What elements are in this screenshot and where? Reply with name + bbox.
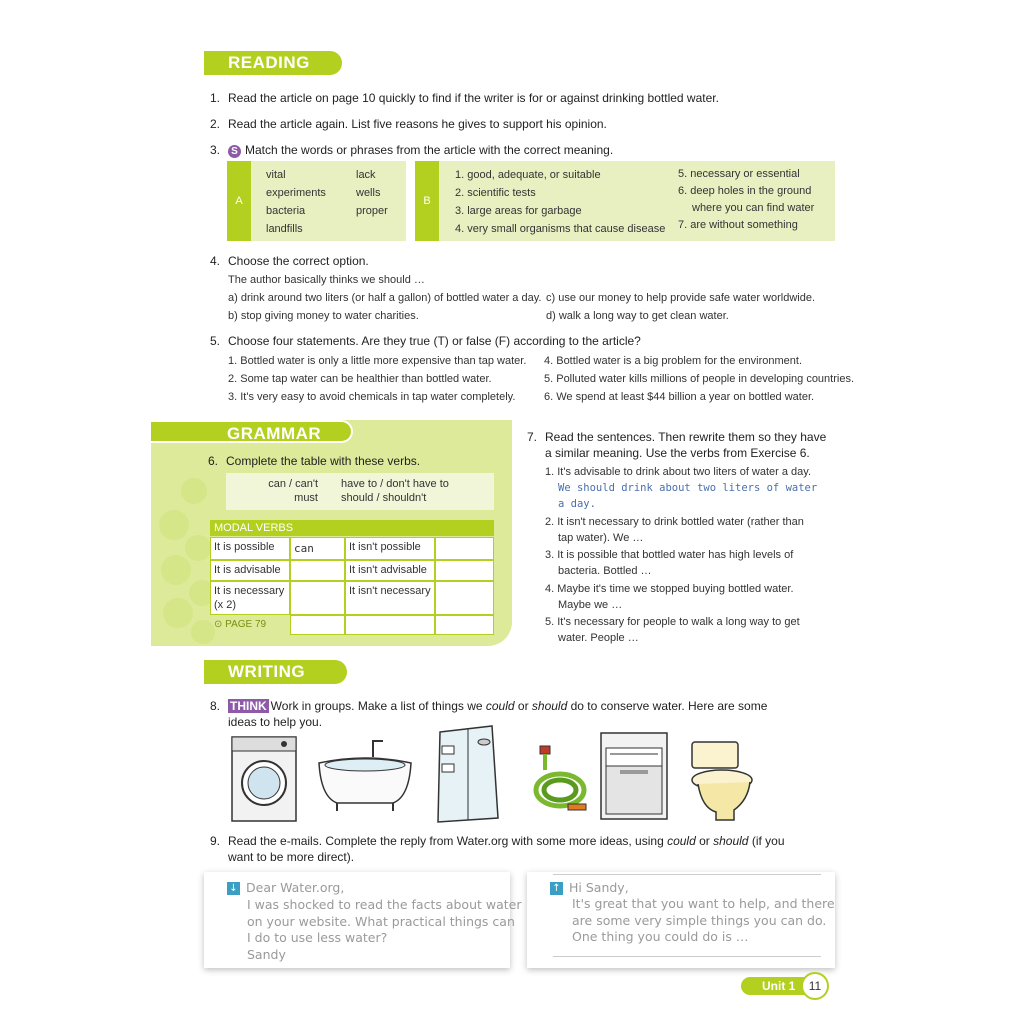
q7-sentence-1: 1. It's advisable to drink about two liters of water a day. [545, 466, 812, 478]
cell-not-necessary-answer [435, 581, 494, 615]
cell-necessary-answer [290, 581, 345, 615]
q5-right: 4. Bottled water is a big problem for the environment. 5. Polluted water kills millions of people in developing countries. 6. We spend at least $44 billion a year on bottled water. [544, 355, 855, 403]
question-8: 8. THINK Work in groups. Make a list of things we could or should do to conserve water. Here are some [210, 699, 768, 713]
upload-arrow-icon: ↑ [550, 882, 563, 895]
email-incoming-body: I was shocked to read the facts about water on your website. What practical things can I do to use less water? Sandy [247, 897, 522, 962]
download-arrow-icon: ↓ [227, 882, 240, 895]
q4-option-c: c) use our money to help provide safe water worldwide. [546, 292, 816, 304]
email-reply-body: It's great that you want to help, and there are some very simple things you can do. One thing you could do is … [572, 896, 835, 944]
washing-machine-icon [230, 735, 300, 823]
page-number: 11 [801, 972, 829, 1000]
page-ref[interactable]: ⊙ PAGE 79 [214, 619, 267, 630]
toilet-icon [686, 738, 758, 822]
q7-sentence-2: 2. It isn't necessary to drink bottled water (rather than tap water). We … [545, 516, 804, 544]
modal-verbs-header: MODAL VERBS [210, 520, 494, 536]
cell-not-advisable-answer [435, 560, 494, 581]
question-9-line2: want to be more direct). [228, 850, 355, 864]
question-1: 1. Read the article on page 10 quickly to find if the writer is for or against drinking bottled water. [210, 91, 719, 105]
question-3: 3. S Match the words or phrases from the article with the correct meaning. [210, 143, 614, 157]
q7-answer-1b: a day. [558, 498, 596, 510]
cell-extra-3 [435, 615, 494, 635]
q4-intro: The author basically thinks we should … [228, 274, 425, 286]
cell-extra-2 [345, 615, 435, 635]
q4-option-b: b) stop giving money to water charities. [228, 310, 419, 322]
cell-not-advisable: It isn't advisable [345, 560, 435, 581]
reply-answer-line[interactable] [553, 956, 821, 957]
question-6: 6. Complete the table with these verbs. [208, 454, 421, 468]
question-5: 5. Choose four statements. Are they true (T) or false (F) according to the article? [210, 334, 641, 348]
unit-label: Unit 1 [741, 977, 817, 995]
question-8-line2: ideas to help you. [228, 715, 323, 729]
bathtub-icon [315, 735, 415, 815]
question-4: 4. Choose the correct option. [210, 254, 369, 268]
email-incoming-line1: ↓ Dear Water.org, [227, 880, 344, 897]
verbs-col2: have to / don't have to should / shouldn't [341, 478, 449, 504]
cell-not-possible-answer [435, 537, 494, 560]
box-a-col1: vital experiments bacteria landfills [266, 169, 326, 235]
q4-option-a: a) drink around two liters (or half a gallon) of bottled water a day. [228, 292, 542, 304]
q5-left: 1. Bottled water is only a little more expensive than tap water. 2. Some tap water can be healthier than bottled water. 3. It's very easy to avoid chemicals in tap water completely. [228, 355, 527, 403]
think-badge: THINK [230, 699, 267, 713]
cell-necessary: It is necessary (x 2) [210, 581, 290, 615]
speaking-icon: S [228, 145, 241, 158]
box-b-label: B [415, 161, 439, 241]
q7-answer-1: We should drink about two liters of water [558, 482, 818, 494]
section-tab-grammar: GRAMMAR [151, 420, 353, 443]
q7-sentence-4: 4. Maybe it's time we stopped buying bottled water. Maybe we … [545, 583, 794, 611]
cell-advisable-answer [290, 560, 345, 581]
box-b-col2: 5. necessary or essential 6. deep holes in the ground where you can find water 7. are without something [678, 168, 815, 231]
q4-option-d: d) walk a long way to get clean water. [546, 310, 729, 322]
section-tab-writing: WRITING [204, 660, 347, 684]
question-7-line2: a similar meaning. Use the verbs from Exercise 6. [545, 446, 810, 460]
question-2: 2. Read the article again. List five reasons he gives to support his opinion. [210, 117, 607, 131]
question-7: 7. Read the sentences. Then rewrite them so they have [527, 430, 827, 444]
box-b-col1: 1. good, adequate, or suitable 2. scientific tests 3. large areas for garbage 4. very small organisms that cause disease [455, 169, 666, 235]
verbs-col1: can / can't must [268, 478, 318, 504]
cell-extra-1 [290, 615, 345, 635]
cell-advisable: It is advisable [210, 560, 290, 581]
section-tab-reading: READING [204, 51, 342, 75]
email-reply-line1: ↑ Hi Sandy, [550, 880, 629, 897]
box-a-col2: lack wells proper [356, 169, 388, 217]
shower-cabin-icon [432, 722, 502, 826]
arrow-circle-icon: ⊙ [214, 619, 226, 630]
dishwasher-icon [598, 730, 672, 822]
question-9: 9. Read the e-mails. Complete the reply from Water.org with some more ideas, using could or should (if you [210, 834, 785, 848]
email-incoming [204, 872, 522, 968]
box-a-label: A [227, 161, 251, 241]
q7-sentence-3: 3. It is possible that bottled water has high levels of bacteria. Bottled … [545, 549, 794, 577]
garden-hose-icon [528, 740, 590, 820]
q7-sentence-5: 5. It's necessary for people to walk a long way to get water. People … [545, 616, 800, 644]
cell-possible-answer: can [290, 537, 345, 560]
cell-possible: It is possible [210, 537, 290, 560]
cell-not-possible: It isn't possible [345, 537, 435, 560]
cell-not-necessary: It isn't necessary [345, 581, 435, 615]
email-reply [527, 872, 835, 968]
